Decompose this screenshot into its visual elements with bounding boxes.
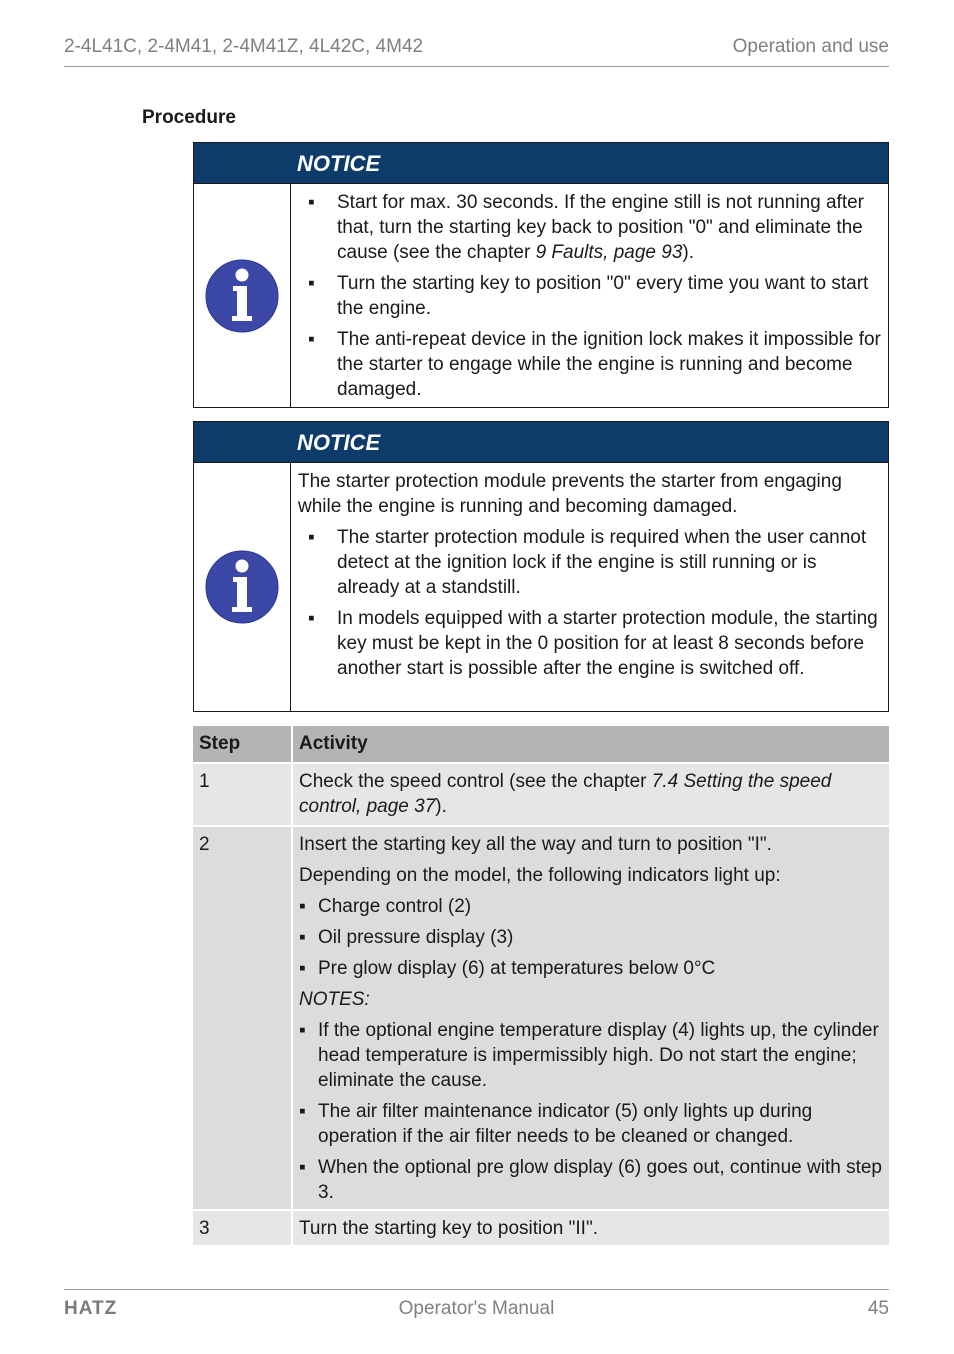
list-item: ▪ When the optional pre glow display (6) goes out, continue with step 3. [299, 1155, 883, 1205]
list-item: ▪ If the optional engine temperature display (4) lights up, the cylinder head temperature is impermissibly high. Do not start the engine; eliminate the cause. [299, 1018, 883, 1093]
step-activity: Check the speed control (see the chapter 7.4 Setting the speed control, page 37). [293, 764, 889, 825]
info-icon-cell [194, 463, 291, 711]
step-number: 2 [193, 827, 293, 1209]
notice-text [291, 184, 888, 407]
page-footer [64, 1289, 889, 1319]
model-list: 2-4L41C, 2-4M41, 2-4M41Z, 4L42C, 4M42 [64, 36, 424, 57]
page-header [64, 36, 889, 67]
notice-box-2 [193, 421, 889, 712]
info-icon [204, 549, 280, 625]
list-item: ▪ The air filter maintenance indicator (5) only lights up during operation if the air filter needs to be cleaned or changed. [299, 1099, 883, 1149]
notice-label: NOTICE [194, 143, 888, 184]
table-row [193, 827, 889, 1209]
page-number: 45 [867, 1298, 889, 1319]
notice-bullet: ▪ The starter protection module is required when the user cannot detect at the ignition lock if the engine is still running or is already at a standstill. [298, 525, 882, 600]
notice-bullet: ▪ The anti-repeat device in the ignition lock makes it impossible for the starter to engage while the engine is running and become damaged. [298, 327, 882, 402]
info-icon-cell [194, 184, 291, 407]
section-title: Operation and use [732, 36, 889, 57]
procedure-heading: Procedure [142, 107, 236, 128]
notice-intro: The starter protection module prevents the starter from engaging while the engine is running and becoming damaged. [298, 471, 842, 517]
column-header-step: Step [193, 726, 293, 762]
notice-bullet: ▪ Start for max. 30 seconds. If the engine still is not running after that, turn the starting key back to position "0" and eliminate the cause (see the chapter 9 Faults, page 93). [298, 190, 882, 265]
notice-bullet: ▪ In models equipped with a starter protection module, the starting key must be kept in the 0 position for at least 8 seconds before another start is possible after the engine is switched off. [298, 606, 882, 681]
table-row [193, 764, 889, 825]
step-activity: Turn the starting key to position "II". [293, 1211, 889, 1245]
notice-label: NOTICE [194, 422, 888, 463]
step-activity: Insert the starting key all the way and turn to position "I". Depending on the model, the following indicators light up: ▪ Charge control (2) ▪ Oil pressure display (3) ▪ Pre glow display (6) at temperatures below 0°C NOTES: ▪ If the optional engine temperature display (4) lights up, the cylinder head temperature is impermissibly high. Do not start the engine; eliminate the cause. ▪ The air filter maintenance indicator (5) only lights up during operation if the air filter needs to be cleaned or changed. ▪ When the optional pre glow display (6) goes out, continue with step 3. [293, 827, 889, 1209]
info-icon [204, 258, 280, 334]
brand-logo: HATZ [64, 1298, 118, 1319]
notes-label: NOTES: [299, 989, 370, 1010]
notice-text [291, 463, 888, 711]
notice-box-1 [193, 142, 889, 408]
manual-title: Operator's Manual [398, 1298, 555, 1319]
step-number: 3 [193, 1211, 293, 1245]
table-row [193, 1211, 889, 1245]
procedure-table [193, 724, 889, 1247]
list-item: ▪ Charge control (2) [299, 894, 883, 919]
list-item: ▪ Oil pressure display (3) [299, 925, 883, 950]
column-header-activity: Activity [293, 726, 889, 762]
step-number: 1 [193, 764, 293, 825]
notice-bullet: ▪ Turn the starting key to position "0" every time you want to start the engine. [298, 271, 882, 321]
list-item: ▪ Pre glow display (6) at temperatures below 0°C [299, 956, 883, 981]
